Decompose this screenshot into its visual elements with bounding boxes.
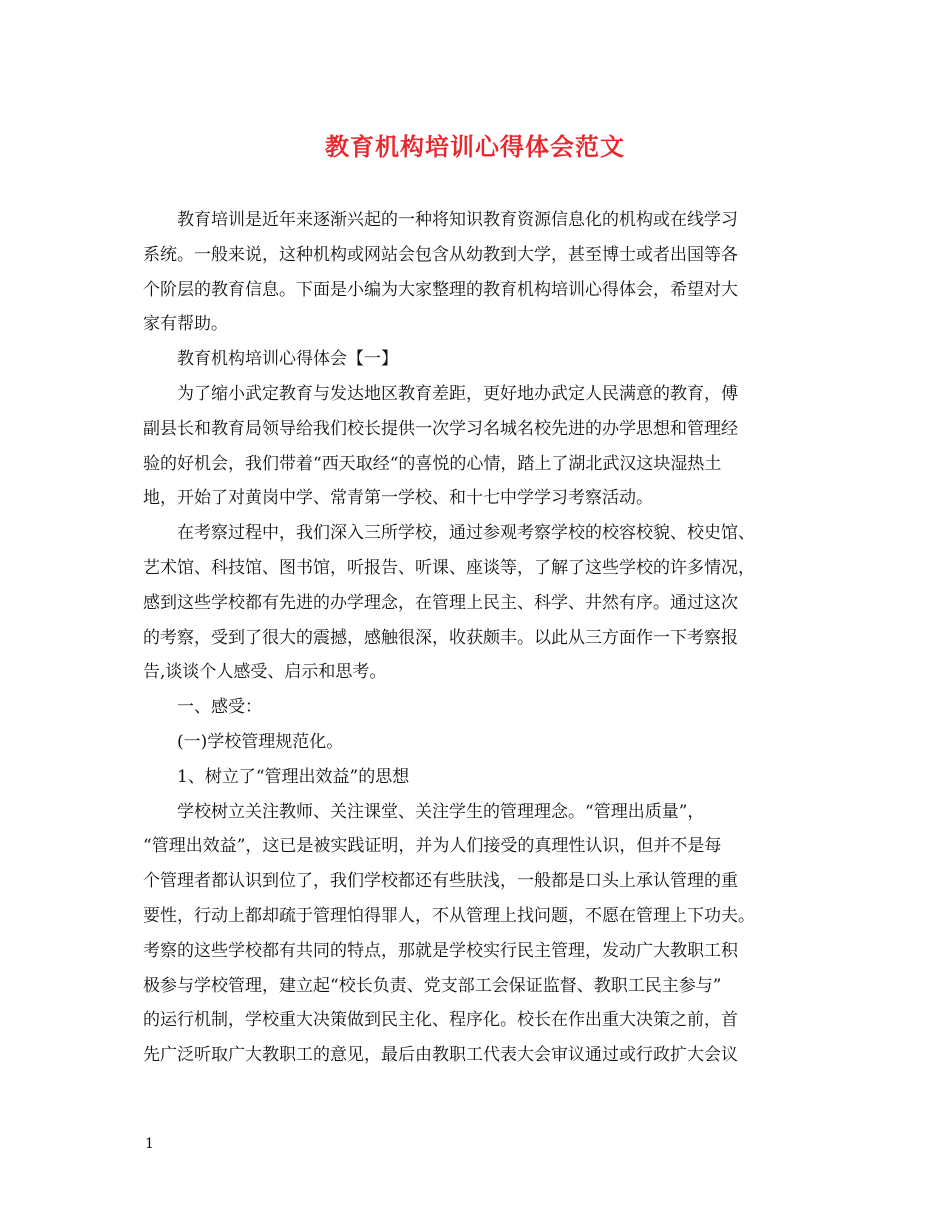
text-line: 感到这些学校都有先进的办学理念，在管理上民主、科学、井然有序。通过这次 (143, 592, 738, 613)
text-line: 个阶层的教育信息。下面是小编为大家整理的教育机构培训心得体会，希望对大 (143, 279, 738, 300)
text-line: “管理出效益”，这已是被实践证明，并为人们接受的真理性认识，但并不是每 (143, 836, 722, 857)
document-title: 教育机构培训心得体会范文 (325, 132, 625, 161)
text-line: 系统。一般来说，这种机构或网站会包含从幼教到大学，甚至博士或者出国等各 (143, 244, 738, 265)
text-line: 要性，行动上都却疏于管理怕得罪人，不从管理上找问题，不愿在管理上下功夫。 (143, 905, 755, 926)
section-heading: 一、感受： (177, 697, 262, 718)
text-line: 副县长和教育局领导给我们校长提供一次学习名城名校先进的办学思想和管理经 (143, 418, 738, 439)
text-line: 家有帮助。 (143, 314, 228, 335)
text-line: 验的好机会，我们带着“西天取经“的喜悦的心情，踏上了湖北武汉这块湿热土 (143, 453, 722, 474)
text-line: 告,谈谈个人感受、启示和思考。 (143, 662, 387, 683)
text-line: 为了缩小武定教育与发达地区教育差距，更好地办武定人民满意的教育，傅 (177, 383, 738, 404)
text-line: 个管理者都认识到位了，我们学校都还有些肤浅，一般都是口头上承认管理的重 (143, 871, 738, 892)
text-line: 的运行机制，学校重大决策做到民主化、程序化。校长在作出重大决策之前，首 (143, 1010, 738, 1031)
text-line: 的考察，受到了很大的震撼，感触很深，收获颇丰。以此从三方面作一下考察报 (143, 627, 738, 648)
text-line: 考察的这些学校都有共同的特点，那就是学校实行民主管理，发动广大教职工积 (143, 940, 738, 961)
text-line: 艺术馆、科技馆、图书馆，听报告、听课、座谈等，了解了这些学校的许多情况， (143, 557, 755, 578)
text-line: 教育培训是近年来逐渐兴起的一种将知识教育资源信息化的机构或在线学习 (177, 210, 738, 230)
subsection-heading: (一)学校管理规范化。 (177, 731, 344, 752)
subsection-heading: 1、树立了“管理出效益”的思想 (177, 766, 410, 787)
document-body (143, 203, 813, 1073)
text-line: 极参与学校管理，建立起“校长负责、党支部工会保证监督、教职工民主参与” (143, 975, 722, 996)
page-number: 1 (145, 1136, 154, 1152)
section-heading: 教育机构培训心得体会【一】 (177, 349, 398, 370)
text-line: 地，开始了对黄岗中学、常青第一学校、和十七中学学习考察活动。 (143, 488, 653, 509)
text-line: 先广泛听取广大教职工的意见，最后由教职工代表大会审议通过或行政扩大会议 (143, 1045, 738, 1066)
text-line: 在考察过程中，我们深入三所学校，通过参观考察学校的校容校貌、校史馆、 (177, 523, 755, 544)
text-line: 学校树立关注教师、关注课堂、关注学生的管理理念。“管理出质量”， (177, 801, 705, 822)
